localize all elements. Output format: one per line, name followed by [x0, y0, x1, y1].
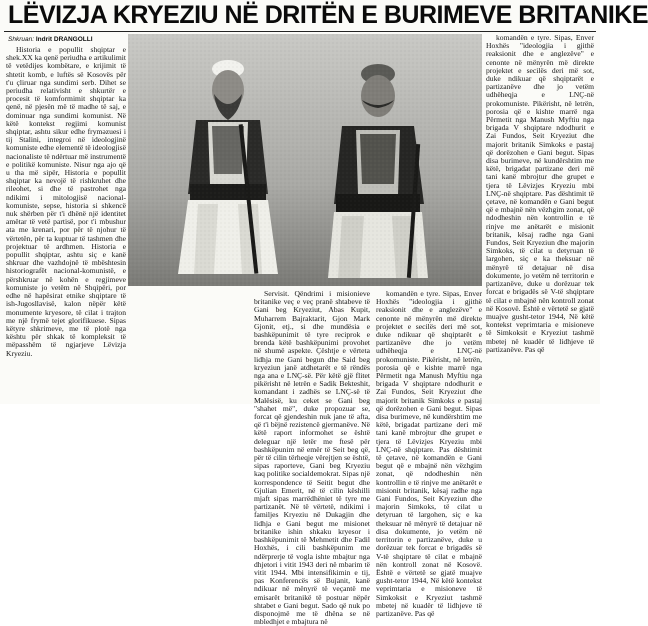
- two-men-in-traditional-dress-illustration: [128, 34, 482, 286]
- article-column-1: [6, 46, 126, 398]
- headline: LËVIZJA KRYEZIU NË DRITËN E BURIMEVE BRITANIKE: [8, 1, 648, 29]
- photo-bottom-margin: [128, 288, 248, 400]
- column-4-text: komandën e tyre. Sipas, Enver Hoxhës "ideologjia i gjithë reaksionit dhe e anglezëve" e cenonte në mënyrën më direkte projektet e secilës deri më sot, duke ndikuar që shqiptarët e partizanëve dhe jo vetëm udhëheqja e LNÇ-në prokomuniste. Pikërisht, në letrën, porosia që e kishte marrë nga Përmetit nga Manush Myftiu nga brigada V shqiptare ndodhurit e Zai Fundos, Seit Kryeziut dhe majorit britanik Simkoks e pastaj që dorëzohen e Gani begut. Sipas disa burimeve, në kundërshtim me këtë, brigadat partizane deri më tani kanë mbrojtur dhe grupet e tjera të Lëvizjes Kryeziu mbi LNÇ-në shqiptare. Pas dështimit të çetave, në komandën e Gani begut që e mbajnë nën vëzhgim zonat, që ndodheshin nën kontrollin e të rinjve me anëtarët e misionit britanik, kësaj radhe nga Gani Fundos, Seit Kryeziun dhe majorin Simkoks, të cilat u detyruan të largohen, siç e ka theksuar në mënyrë të detajuar në disa dokumente, jo vetëm në territorin e partizanëve, duke u dorëzuar tek forcat e brigadës së V-të shqiptare të cilat e mbajnë nën kontroll zonat në Kosovë. Është e vërtetë se gjatë muajve gusht-tetor 1944, Në këtë kontekst veprimtaria e misioneve të Simkoksit e Kryeziut tashmë mbetej në kuadër të lidhjeve të partizanëve. Pas që: [486, 33, 594, 354]
- column-2-text: Servisit. Qëndrimi i misionieve britanike veç e veç pranë shtabeve të Gani beg Kryeziut, Abas Kupit, Muharrem Bajraktarit, Gjon Mark Gjonit, etj., si dhe mundësia e bashkëpunimit të tyre reciprok e brenda këtë bashkëpunimi provohet në shumë aspekte. Çështje e vërteta lidhja me Gani begun dhe Said beg kryeziun janë atdhetarët e të rëndës nga ana e LNÇ-së. Për këtë gjë flitet pikërisht në letrën e Sadik Bekteshit, komandant i zadhës se LNÇ-së të Malësisë, ku ceket se Gani beg "shahet më", duke propozuar se, forcat që gjendeshin nuk jane të afta, që t'i bëjnë rezistencë gjermanëve. Në këtë raport informohet se është deleguar një letër me ftesë për bashkëpunim në emër të Seit beg që, për të cilin tërheqje vërejtjen se është, sipas raporteve, Gani beg Kryeziu kaq politike socialdemokrat. Sipas një korrespondence të Seitit begut dhe Gjulian Emerit, në të cilin këshilli mjaft sipas marrëdhëniet të tyre me partizanët. Në të vërtetë, ndikimi i familjes Kryeziu në Dukagjin dhe lidhja e Gani begut me misionet britanike ishin shkaku kryesor i bashkëpunimit të Mehmetit dhe Fadil Hoxhës, i cili bashkëpunim me ndërprerje të vogla ishte mbajtur nga dhjetori i vitit 1943 deri në mbarim të vitit 1944. Mbi intensifikimin e tij, pas Konferencës së Bujanit, kanë ndikuar në mënyrë të veçantë me emisarët britanikë të postuar nëpër shtabet e Gani begut. Sado që nuk po disponojmë me të dhëna se në mbledhjet e mbajtura në: [254, 289, 370, 626]
- article-column-2: [254, 289, 370, 626]
- historical-photo: [128, 34, 482, 286]
- article-column-4: [486, 34, 594, 398]
- byline: [8, 34, 126, 45]
- headline-rule: [4, 31, 596, 32]
- article-column-3: [376, 289, 482, 618]
- column-3-text: komandën e tyre. Sipas, Enver Hoxhës "ideologjia i gjithë reaksionit dhe e anglezëve" e cenonte në mënyrën më direkte projektet e secilës deri më sot, duke ndikuar që shqiptarët e partizanëve dhe jo vetëm udhëheqja e LNÇ-në prokomuniste. Pikërisht, në letrën, porosia që e kishte marrë nga Përmetit nga Manush Myftiu nga brigada V shqiptare ndodhurit e Zai Fundos, Seit Kryeziut dhe majorit britanik Simkoks e pastaj që dorëzohen e Gani begut. Sipas disa burimeve, në kundërshtim me këtë, brigadat partizane deri më tani kanë mbrojtur dhe grupet e tjera të Lëvizjes Kryeziu mbi LNÇ-në shqiptare. Pas dështimit të çetave, në komandën e Gani begut që e mbajnë nën vëzhgim zonat, që ndodheshin nën kontrollin e të rinjve me anëtarët e misionit britanik, kësaj radhe nga Gani Fundos, Seit Kryeziun dhe majorin Simkoks, të cilat u detyruan të largohen, siç e ka theksuar në mënyrë të detajuar në disa dokumente, jo vetëm në territorin e partizanëve, duke u dorëzuar tek forcat e brigadës së V-të shqiptare të cilat e mbajnë nën kontroll zonat në Kosovë. Është e vërtetë se gjatë muajve gusht-tetor 1944, Në këtë kontekst veprimtaria e misioneve të Simkoksit e Kryeziut tashmë mbetej në kuadër të lidhjeve të partizanëve. Pas që: [376, 289, 482, 618]
- byline-label: Shkruan:: [8, 36, 35, 43]
- byline-author: Indrit DRANGOLLI: [35, 36, 93, 43]
- column-1-text: Historia e popullit shqiptar e shek.XX ka qenë periudha e artikulimit të vetëdijes kombëtare, e krijimit të shtetit komb, e luftës së Kosovës për t'u çliruar nga sundimi serb. Dihet se periudha relativisht e shkurtër e procesit të komformimit shqiptar ka qenë, në pjesën më të madhe të saj, e dominuar nga sundimi komunist. Në këtë kontekst regjimi komunist shqiptar, ashtu sikur edhe fryməzuesi i tij Stalini, integroi në ideologjinë komuniste edhe elementë të ideologjisë nacionaliste të ndërtuar më instrumentë e politikë komuniste. Nisur nga ajo që u tha më sipër, Historia e popullit shqiptar ka nevojë të rishkruhet dhe rileohet, si dhe të pastrohet nga ndikimi i mitologjisë nacional-komuniste, sepse, historia si shkencë nuk shërben për t'i dhënë një identitet amëtar të vetë partisë, por t'i mbushur ata me krenari, por për të njohur të vërtetën, për ta kuptuar të tashmen dhe projektuar të ardhmen. Historia e popullit shqiptar, ashtu siç e kanë shkruar dhe vazhdojnë të mbështesin historiografët nacional-komunistë, e përshkruar në kohën e regjimeve komuniste jo vetëm në Shqipëri, por edhe në hapësirat etnike shqiptare të ish-Jugosllavisë, kalon nëpër këtë monumente kryesore, të cilat i trajton me një frymë tejet glorifikuese. Sipas këtyre shkrimeve, me të plotë nga kështu për shkak të kompleksit të mëpasshëm të ngjarjeve Lëvizja Kryeziu.: [6, 45, 126, 358]
